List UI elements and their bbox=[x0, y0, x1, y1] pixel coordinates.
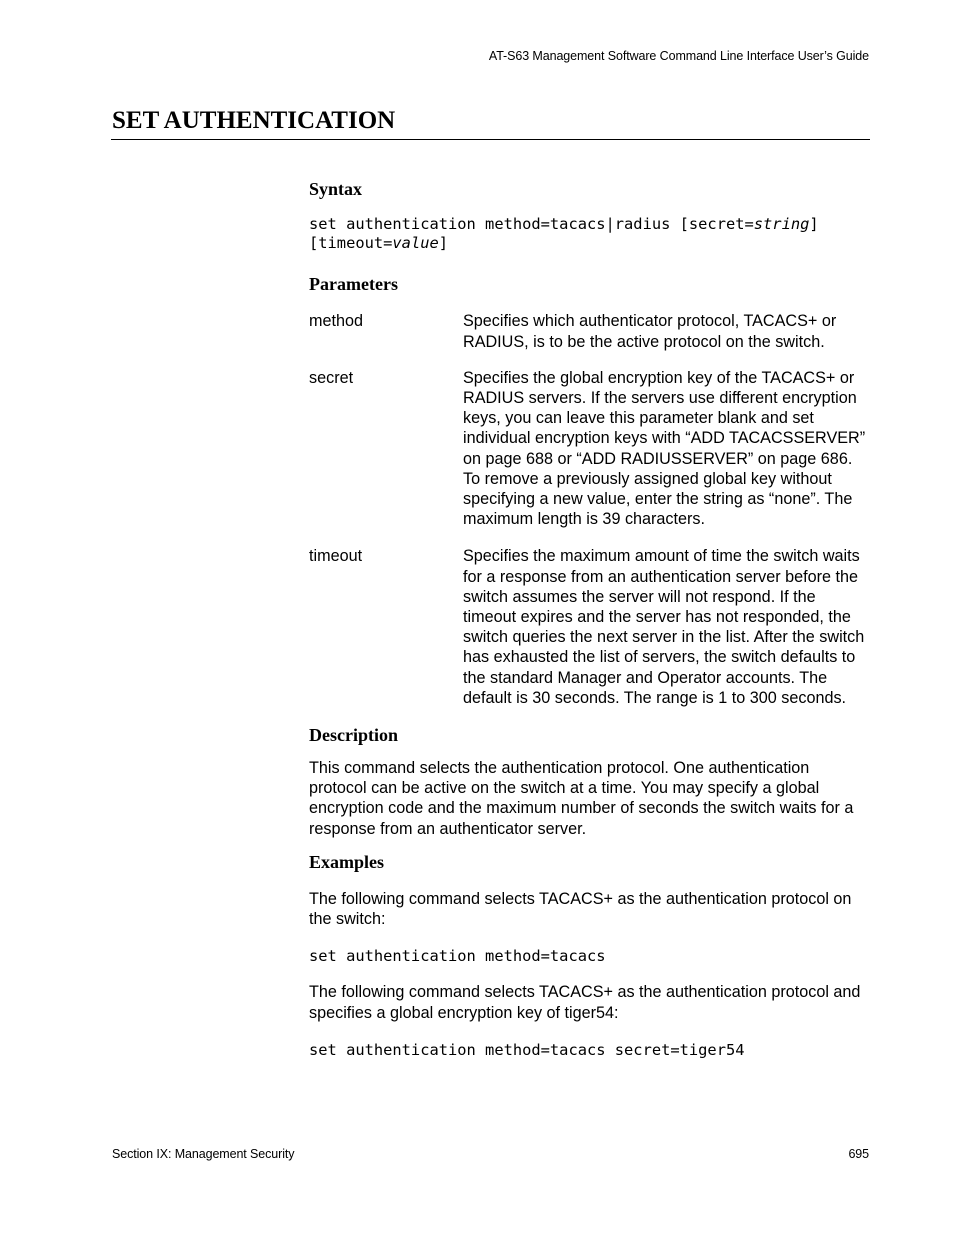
parameter-name: timeout bbox=[309, 547, 363, 566]
main-content bbox=[309, 178, 869, 1060]
example-1-command: set authentication method=tacacs bbox=[309, 947, 606, 966]
parameter-description: Specifies the maximum amount of time the switch waits for a response from an authentication server before the switch assumes the server will not respond. If the timeout expires and the server has not responded, the switch queries the next server in the list. After the switch has exhausted the list of servers, the switch defaults to the standard Manager and Operator accounts. The default is 30 seconds. The range is 1 to 300 seconds. bbox=[463, 547, 865, 707]
running-header: AT-S63 Management Software Command Line Interface User’s Guide bbox=[488, 49, 869, 63]
example-2-command: set authentication method=tacacs secret=tiger54 bbox=[309, 1040, 745, 1059]
syntax-line-1 bbox=[309, 215, 869, 234]
description-heading: Description bbox=[309, 725, 398, 746]
syntax-line-1-suffix: ] bbox=[809, 215, 819, 233]
parameter-description: Specifies which authenticator protocol, TACACS+ or RADIUS, is to be the active protocol on the switch. bbox=[463, 312, 837, 351]
syntax-arg-string: string bbox=[753, 215, 810, 233]
parameter-row-secret bbox=[309, 368, 869, 530]
description-text: This command selects the authentication protocol. One authentication protocol can be active on the switch at a time. You may specify a global encryption code and the maximum number of seconds the switch waits for a response from an authenticator server. bbox=[309, 759, 854, 838]
example-1-text: The following command selects TACACS+ as the authentication protocol on the switch: bbox=[309, 889, 852, 929]
syntax-arg-value: value bbox=[392, 234, 439, 253]
syntax-heading: Syntax bbox=[309, 179, 363, 199]
parameter-name: secret bbox=[309, 368, 354, 387]
parameter-description: Specifies the global encryption key of the TACACS+ or RADIUS servers. If the servers use different encryption keys, you can leave this parameter blank and set individual encryption keys with “ADD TACACSSERVER” on page 688 or “ADD RADIUSSERVER” on page 686. To remove a previously assigned global key without specifying a new value, enter the string as “none”. The maximum length is 39 characters. bbox=[463, 368, 866, 529]
syntax-line-2 bbox=[309, 234, 869, 253]
parameter-row-timeout bbox=[309, 546, 869, 708]
footer-page-number: 695 bbox=[848, 1147, 869, 1161]
parameters-heading: Parameters bbox=[309, 274, 398, 295]
example-2-text: The following command selects TACACS+ as the authentication protocol and specifies a global encryption key of tiger54: bbox=[309, 983, 861, 1022]
parameter-name: method bbox=[309, 312, 363, 331]
page-title: SET AUTHENTICATION bbox=[112, 107, 396, 134]
syntax-line-2-prefix: [timeout= bbox=[309, 234, 393, 253]
title-rule bbox=[111, 139, 870, 140]
parameter-row-method bbox=[309, 311, 869, 351]
footer-section: Section IX: Management Security bbox=[112, 1147, 295, 1161]
syntax-line-2-suffix: ] bbox=[438, 234, 449, 253]
examples-heading: Examples bbox=[309, 851, 385, 872]
syntax-line-1-prefix: set authentication method=tacacs|radius [secret= bbox=[309, 215, 754, 233]
